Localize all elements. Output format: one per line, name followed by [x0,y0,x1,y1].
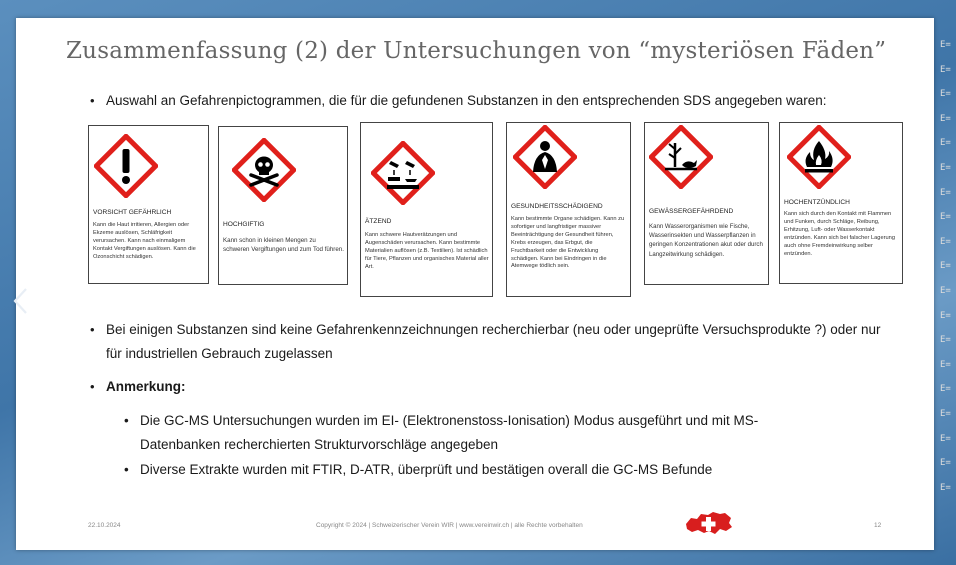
footer-copyright: Copyright © 2024 | Schweizerischer Verein WIR | www.vereinwir.ch | alle Rechte vorbehalten [316,522,583,529]
bullet-intro [90,89,916,113]
card-title: ÄTZEND [365,218,392,225]
flame-icon [787,125,851,189]
card-text: Kann die Haut irritieren, Allergien oder Ekzeme auslösen, Schläfrigkeit verursachen. Kann nach einmaligem Kontakt Vergiftungen auslösen. Kann die Ozonschicht schädigen. [93,222,196,260]
footer-date: 22.10.2024 [88,522,121,529]
bullet-note [90,375,186,399]
hazard-card-warning [88,125,209,284]
bullet-dot: • [90,322,95,337]
hazard-card-flammable [779,122,903,284]
rail-item[interactable]: E= [940,162,951,173]
bullet-no-labels [90,318,896,366]
sub-bullet-gcms [124,409,820,457]
rail-item[interactable]: E= [940,89,951,100]
slide [16,18,934,550]
card-title: HOCHGIFTIG [223,221,265,228]
sub-bullet-ftir [124,458,840,482]
rail-item[interactable]: E= [940,113,951,124]
health-hazard-icon [513,125,577,189]
chevron-left-icon[interactable] [11,286,31,316]
rail-item[interactable]: E= [940,384,951,395]
swiss-map-logo [682,510,734,536]
slide-thumbnail-rail[interactable] [940,38,956,505]
sub-bullet-text: Diverse Extrakte wurden mit FTIR, D-ATR, überprüft und bestätigen overall die GC-MS Befunde [140,462,713,477]
sub-bullet-text: Die GC-MS Untersuchungen wurden im EI- (Elektronenstoss-Ionisation) Modus ausgeführt und mit MS-Datenbanken recherchierten Strukturvorschläge angegeben [140,413,759,452]
card-text: Kann sich durch den Kontakt mit Flammen und Funken, durch Schläge, Reibung, Erhitzung, Luft- oder Wasserkontakt entzünden. Kann sich bei falscher Lagerung auch ohne Fremdeinwirkung selber entzünden. [784,211,895,257]
card-title: VORSICHT GEFÄHRLICH [93,209,172,216]
exclamation-icon [94,134,158,198]
rail-item[interactable]: E= [940,408,951,419]
rail-item[interactable]: E= [940,64,951,75]
rail-item[interactable]: E= [940,310,951,321]
footer-page-number: 12 [874,522,882,529]
rail-item[interactable]: E= [940,433,951,444]
bullet-dot: • [124,413,129,428]
rail-item[interactable]: E= [940,335,951,346]
bullet-dot: • [90,379,95,394]
bullet-no-labels-text: Bei einigen Substanzen sind keine Gefahrenkennzeichnungen recherchierbar (neu oder ungeprüfte Versuchsprodukte ?) oder nur für industriellen Gebrauch zugelassen [106,322,881,361]
card-text: Kann schon in kleinen Mengen zu schweren Vergiftungen und zum Tod führen. [223,237,344,253]
bullet-note-text: Anmerkung: [106,379,186,394]
hazard-card-corrosive [360,122,493,297]
bullet-intro-text: Auswahl an Gefahrenpictogrammen, die für die gefundenen Substanzen in den entsprechenden SDS angegeben waren: [106,93,827,108]
card-title: GEWÄSSERGEFÄHRDEND [649,208,734,215]
rail-item[interactable]: E= [940,261,951,272]
slide-title: Zusammenfassung (2) der Untersuchungen von “mysteriösen Fäden” [66,38,887,64]
rail-item[interactable]: E= [940,187,951,198]
hazard-card-health [506,122,631,297]
rail-item[interactable]: E= [940,236,951,247]
card-text: Kann Wasserorganismen wie Fische, Wasserinsekten und Wasserpflanzen in geringen Konzentrationen akut oder durch Langzeitwirkung schädigen. [649,223,763,258]
environment-hazard-icon [649,125,713,189]
rail-item[interactable]: E= [940,285,951,296]
rail-item[interactable]: E= [940,359,951,370]
hazard-card-environment [644,122,769,285]
hazard-card-toxic [218,126,348,285]
card-text: Kann schwere Hautverätzungen und Augenschäden verursachen. Kann bestimmte Materialien auflösen (z.B. Textilien). Ist schädlich für Tiere, Pflanzen und organisches Material aller Art. [365,232,489,270]
bullet-dot: • [124,462,129,477]
card-text: Kann bestimmte Organe schädigen. Kann zu sofortiger und langfristiger massiver Beeinträchtigung der Gesundheit führen, Krebs erzeugen, das Erbgut, die Fruchtbarkeit oder die Entwicklung schädigen. Kann bei Eindringen in die Atemwege tödlich sein. [511,216,625,270]
corrosion-icon [371,141,435,205]
card-title: HOCHENTZÜNDLICH [784,199,850,206]
rail-item[interactable]: E= [940,458,951,469]
card-title: GESUNDHEITSSCHÄDIGEND [511,203,603,210]
rail-item[interactable]: E= [940,212,951,223]
rail-item[interactable]: E= [940,482,951,493]
rail-item[interactable]: E= [940,40,951,50]
rail-item[interactable]: E= [940,138,951,149]
skull-crossbones-icon [232,138,296,202]
bullet-dot: • [90,93,95,108]
